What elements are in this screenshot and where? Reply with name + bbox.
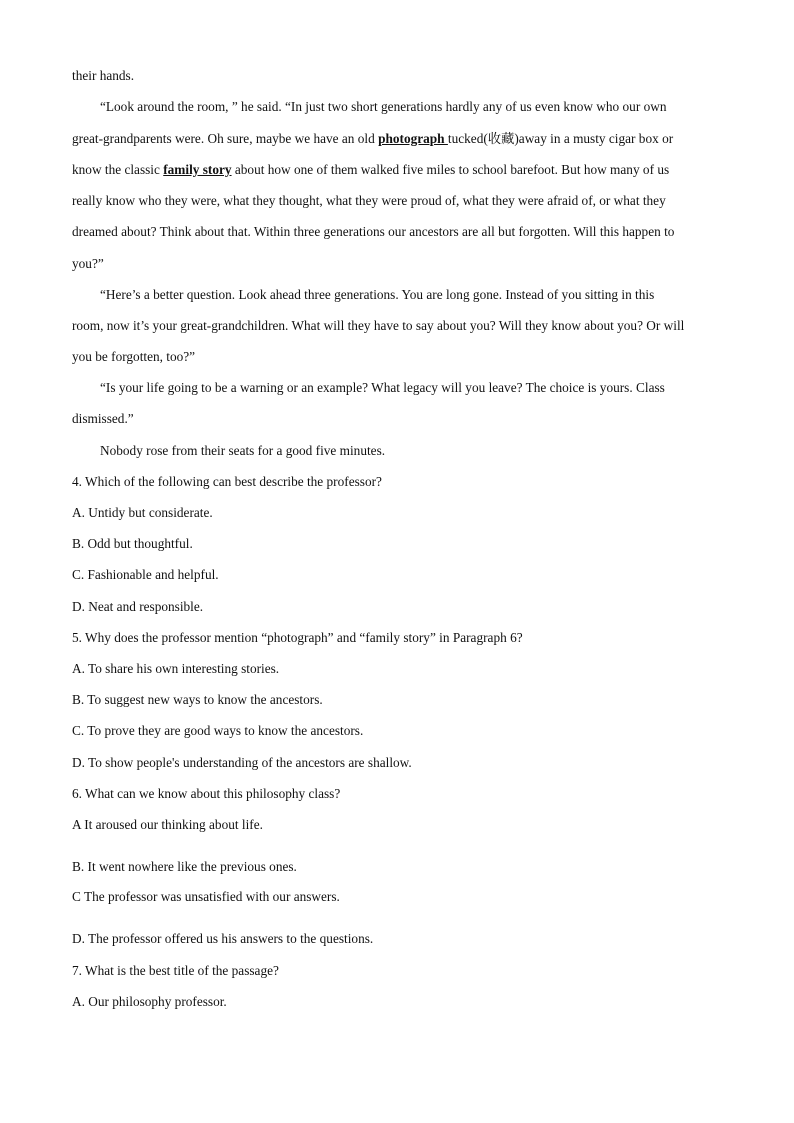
q5-option-b: B. To suggest new ways to know the ancestors.	[72, 692, 323, 707]
q6-option-c: C The professor was unsatisfied with our answers.	[72, 889, 340, 904]
passage-line: dismissed.”	[72, 411, 134, 426]
passage-line: “Look around the room, ” he said. “In just two short generations hardly any of us even know who our own	[100, 99, 667, 114]
q5-option-d: D. To show people's understanding of the ancestors are shallow.	[72, 755, 412, 770]
passage-line: Nobody rose from their seats for a good five minutes.	[100, 443, 386, 458]
q4-option-a: A. Untidy but considerate.	[72, 505, 213, 520]
keyword-photograph: photograph	[378, 131, 448, 146]
q6-option-d: D. The professor offered us his answers to the questions.	[72, 931, 374, 946]
passage-line: their hands.	[72, 68, 135, 83]
q6-option-b: B. It went nowhere like the previous ones.	[72, 859, 297, 874]
passage-line: “Here’s a better question. Look ahead three generations. You are long gone. Instead of you sitting in this	[100, 287, 655, 302]
question-7: 7. What is the best title of the passage?	[72, 963, 279, 978]
passage-text: great-grandparents were. Oh sure, maybe we have an old	[72, 131, 379, 146]
q5-option-a: A. To share his own interesting stories.	[72, 661, 280, 676]
q4-option-c: C. Fashionable and helpful.	[72, 567, 219, 582]
passage-line	[72, 162, 669, 178]
question-5: 5. Why does the professor mention “photograph” and “family story” in Paragraph 6?	[72, 630, 523, 645]
passage-line: you?”	[72, 256, 104, 271]
q5-option-c: C. To prove they are good ways to know the ancestors.	[72, 723, 364, 738]
question-4: 4. Which of the following can best describe the professor?	[72, 474, 382, 489]
passage-line: really know who they were, what they thought, what they were proud of, what they were afraid of, or what they	[72, 193, 666, 208]
question-6: 6. What can we know about this philosophy class?	[72, 786, 341, 801]
passage-line: room, now it’s your great-grandchildren. What will they have to say about you? Will they know about you? Or will	[72, 318, 685, 333]
q7-option-a: A. Our philosophy professor.	[72, 994, 227, 1009]
keyword-family-story: family story	[163, 162, 232, 177]
passage-line	[72, 131, 673, 147]
passage-text: tucked(收藏)away in a musty cigar box or	[447, 131, 674, 146]
passage-line: “Is your life going to be a warning or an example? What legacy will you leave? The choice is yours. Class	[100, 380, 665, 395]
passage-line: dreamed about? Think about that. Within three generations our ancestors are all but forgotten. Will this happen to	[72, 224, 675, 239]
passage-text: know the classic	[72, 162, 164, 177]
passage-line: you be forgotten, too?”	[72, 349, 196, 364]
passage-text: about how one of them walked five miles to school barefoot. But how many of us	[231, 162, 670, 177]
q4-option-b: B. Odd but thoughtful.	[72, 536, 193, 551]
q4-option-d: D. Neat and responsible.	[72, 599, 204, 614]
q6-option-a: A It aroused our thinking about life.	[72, 817, 263, 832]
